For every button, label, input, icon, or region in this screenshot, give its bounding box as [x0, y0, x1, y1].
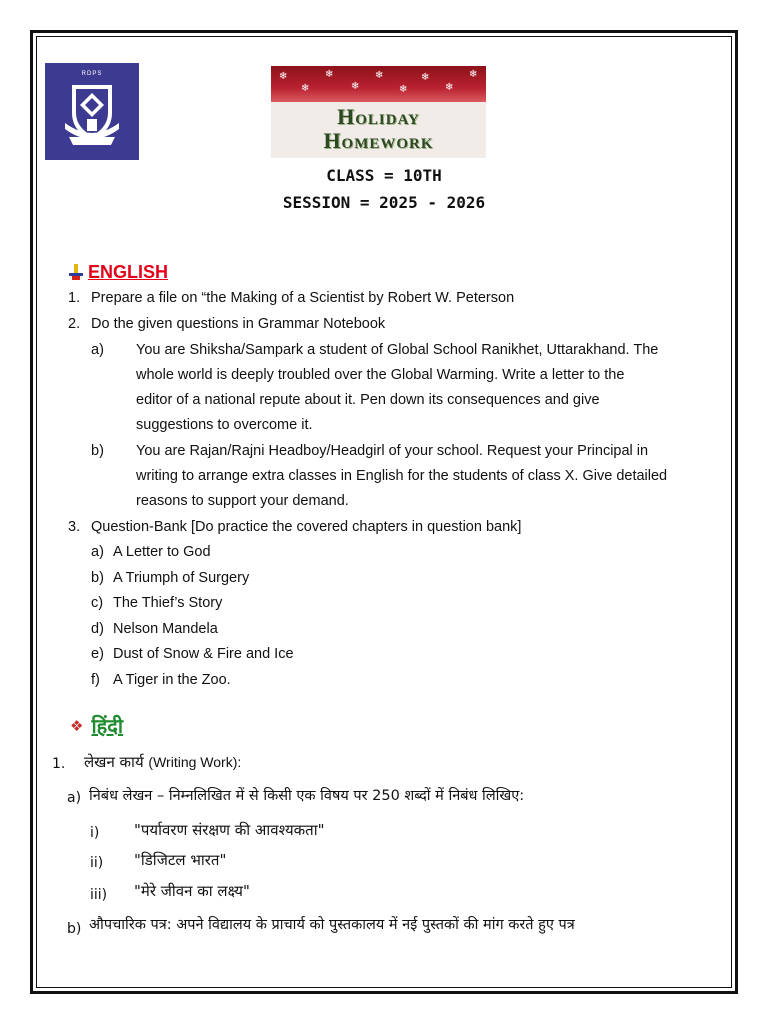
- english-title: ENGLISH: [88, 261, 169, 282]
- hindi-title: हिंदी: [91, 714, 124, 738]
- topic-text: "मेरे जीवन का लक्ष्य": [134, 882, 250, 900]
- chapter-title: The Thief’s Story: [113, 595, 223, 611]
- topic-num: ii): [90, 855, 104, 871]
- chapter-title: Dust of Snow & Fire and Ice: [113, 646, 294, 662]
- chapter-title: A Tiger in the Zoo.: [113, 672, 231, 688]
- topic-text: "डिजिटल भारत": [134, 851, 227, 869]
- class-heading: CLASS = 10TH: [326, 166, 442, 185]
- english-sub-a-line: editor of a national repute about it. Pen down its consequences and give: [136, 392, 600, 408]
- banner-title-line2: Homework: [323, 128, 434, 153]
- english-sub-a-num: a): [91, 342, 104, 358]
- hindi-b-num: b): [67, 921, 82, 937]
- english-item-3-text: Question-Bank [Do practice the covered chapters in question bank]: [91, 519, 522, 535]
- four-diamond-bullet-icon: ❖: [70, 716, 84, 735]
- english-item-2-text: Do the given questions in Grammar Notebook: [91, 316, 386, 332]
- chapter-num: b): [91, 570, 104, 586]
- english-sub-b-line: writing to arrange extra classes in English for the students of class X. Give detailed: [136, 468, 668, 484]
- chapter-title: A Letter to God: [113, 544, 211, 560]
- hindi-item-1-text: लेखन कार्य: [84, 753, 144, 771]
- hindi-item-1-num: 1.: [52, 756, 66, 772]
- chapter-title: Nelson Mandela: [113, 621, 218, 637]
- chapter-num: a): [91, 544, 104, 560]
- chapter-num: e): [91, 646, 104, 662]
- topic-text: "पर्यावरण संरक्षण की आवश्यकता": [134, 821, 325, 839]
- english-sub-a-line: whole world is deeply troubled over the Global Warming. Write a letter to the: [136, 367, 625, 383]
- hindi-b-text: औपचारिक पत्र: अपने विद्यालय के प्राचार्य को पुस्तकालय में नई पुस्तकों की मांग करते हुए पत्र: [89, 917, 575, 933]
- topic-num: i): [90, 825, 100, 841]
- english-sub-b-num: b): [91, 443, 104, 459]
- holiday-homework-banner: [271, 66, 486, 158]
- hindi-item-1-english: (Writing Work):: [148, 754, 242, 770]
- chapter-num: c): [91, 595, 104, 611]
- english-sub-a-line: You are Shiksha/Sampark a student of Global School Ranikhet, Uttarakhand. The: [136, 342, 659, 358]
- session-heading: SESSION = 2025 - 2026: [282, 193, 486, 212]
- topic-num: iii): [90, 887, 108, 903]
- english-item-3-num: 3.: [68, 519, 81, 535]
- hindi-a-text: निबंध लेखन – निम्नलिखित में से किसी एक विषय पर 250 शब्दों में निबंध लिखिए:: [89, 788, 525, 804]
- banner-title-line1: Holiday: [337, 104, 420, 129]
- hindi-section-heading: [70, 712, 123, 739]
- school-logo-text: RDPS: [81, 71, 103, 77]
- english-item-1-text: Prepare a file on “the Making of a Scientist by Robert W. Peterson: [91, 290, 515, 306]
- english-section-heading: [68, 261, 168, 283]
- hindi-item-1-row: [84, 751, 241, 773]
- chapter-num: f): [91, 672, 100, 688]
- hindi-a-num: a): [67, 790, 82, 806]
- colored-arrow-bullet-icon: [68, 264, 84, 280]
- english-item-2-num: 2.: [68, 316, 81, 332]
- english-item-1-num: 1.: [68, 290, 81, 306]
- chapter-num: d): [91, 621, 104, 637]
- banner-snowflake-strip: ❄ ❄ ❄ ❄ ❄ ❄ ❄ ❄ ❄: [271, 66, 486, 102]
- english-sub-b-line: You are Rajan/Rajni Headboy/Headgirl of your school. Request your Principal in: [136, 443, 649, 459]
- english-sub-b-line: reasons to support your demand.: [136, 493, 349, 509]
- english-sub-a-line: suggestions to overcome it.: [136, 417, 313, 433]
- chapter-title: A Triumph of Surgery: [113, 570, 250, 586]
- crest-shield-icon: [45, 63, 139, 160]
- school-logo: [45, 63, 139, 160]
